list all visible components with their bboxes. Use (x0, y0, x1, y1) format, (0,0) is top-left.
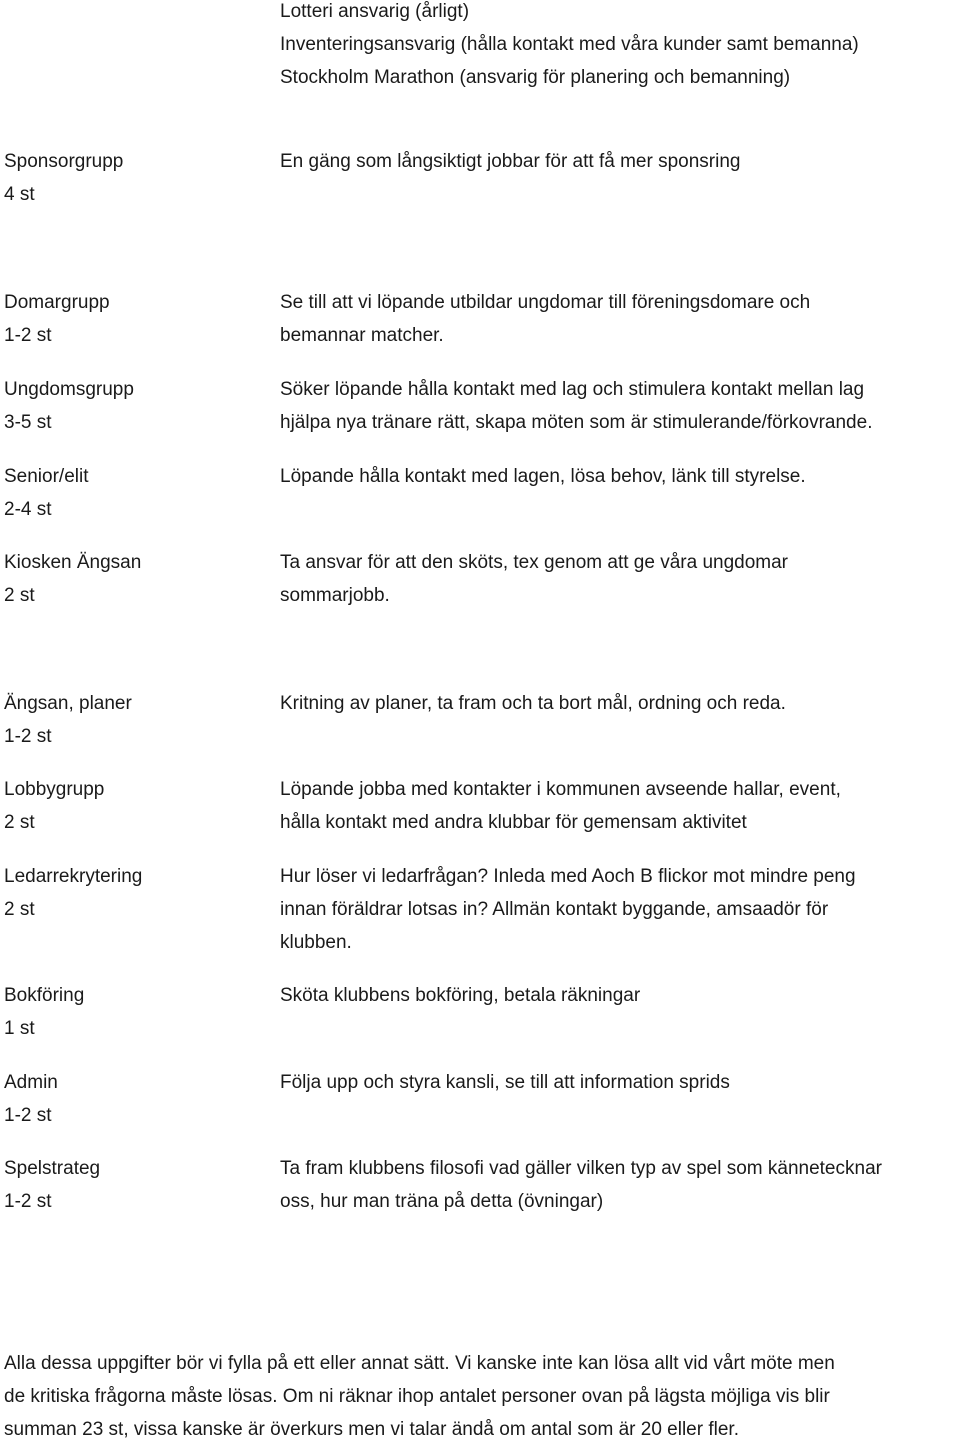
group-name: Lobbygrupp (4, 779, 105, 800)
group-label (4, 546, 264, 612)
summary-paragraph (4, 1347, 954, 1446)
group-label (4, 373, 264, 439)
group-name: Ungdomsgrupp (4, 379, 134, 400)
description-line: Ta ansvar för att den sköts, tex genom att ge våra ungdomar (280, 552, 788, 573)
group-name: Senior/elit (4, 466, 89, 487)
group-name: Sponsorgrupp (4, 151, 124, 172)
description-line: Kritning av planer, ta fram och ta bort mål, ordning och reda. (280, 693, 786, 714)
group-description (280, 860, 955, 959)
group-count: 1-2 st (4, 726, 52, 747)
intro-line: Lotteri ansvarig (årligt) (280, 1, 470, 22)
group-count: 2 st (4, 585, 35, 606)
description-line: Ta fram klubbens filosofi vad gäller vilken typ av spel som kännetecknar (280, 1158, 882, 1179)
description-line: Se till att vi löpande utbildar ungdomar till föreningsdomare och (280, 292, 811, 313)
group-description (280, 687, 955, 720)
group-label (4, 687, 264, 753)
group-name: Bokföring (4, 985, 85, 1006)
group-count: 1-2 st (4, 1105, 52, 1126)
group-name: Ängsan, planer (4, 693, 132, 714)
group-count: 2 st (4, 899, 35, 920)
group-count: 1-2 st (4, 1191, 52, 1212)
intro-list (280, 0, 955, 94)
group-label (4, 1152, 264, 1218)
group-description (280, 546, 955, 612)
description-line: innan föräldrar lotsas in? Allmän kontakt byggande, amsaadör för (280, 899, 829, 920)
group-description (280, 1152, 955, 1218)
group-description (280, 773, 955, 839)
group-label (4, 860, 264, 926)
group-name: Ledarrekrytering (4, 866, 143, 887)
group-description (280, 286, 955, 352)
group-description (280, 373, 955, 439)
group-label (4, 145, 264, 211)
description-line: Sköta klubbens bokföring, betala räkningar (280, 985, 641, 1006)
intro-line: Stockholm Marathon (ansvarig för planering och bemanning) (280, 67, 791, 88)
group-name: Kiosken Ängsan (4, 552, 142, 573)
group-count: 1-2 st (4, 325, 52, 346)
group-description (280, 979, 955, 1012)
group-label (4, 979, 264, 1045)
description-line: Söker löpande hålla kontakt med lag och stimulera kontakt mellan lag (280, 379, 865, 400)
group-name: Domargrupp (4, 292, 110, 313)
group-label (4, 460, 264, 526)
description-line: hålla kontakt med andra klubbar för gemensam aktivitet (280, 812, 747, 833)
description-line: Hur löser vi ledarfrågan? Inleda med Aoch B flickor mot mindre peng (280, 866, 856, 887)
group-name: Admin (4, 1072, 58, 1093)
description-line: Löpande hålla kontakt med lagen, lösa behov, länk till styrelse. (280, 466, 806, 487)
description-line: oss, hur man träna på detta (övningar) (280, 1191, 604, 1212)
group-count: 3-5 st (4, 412, 52, 433)
description-line: Följa upp och styra kansli, se till att information sprids (280, 1072, 730, 1093)
group-label (4, 1066, 264, 1132)
intro-line: Inventeringsansvarig (hålla kontakt med våra kunder samt bemanna) (280, 34, 859, 55)
group-label (4, 773, 264, 839)
group-description (280, 460, 955, 493)
group-description (280, 145, 955, 178)
description-line: En gäng som långsiktigt jobbar för att få mer sponsring (280, 151, 741, 172)
group-count: 2 st (4, 812, 35, 833)
description-line: sommarjobb. (280, 585, 390, 606)
description-line: klubben. (280, 932, 352, 953)
group-count: 4 st (4, 184, 35, 205)
group-label (4, 286, 264, 352)
description-line: hjälpa nya tränare rätt, skapa möten som är stimulerande/förkovrande. (280, 412, 873, 433)
summary-line: summan 23 st, vissa kanske är överkurs men vi talar ändå om antal som är 20 eller fler. (4, 1419, 739, 1440)
group-description (280, 1066, 955, 1099)
summary-line: Alla dessa uppgifter bör vi fylla på ett eller annat sätt. Vi kanske inte kan lösa allt vid vårt möte men (4, 1353, 835, 1374)
description-line: bemannar matcher. (280, 325, 444, 346)
group-count: 2-4 st (4, 499, 52, 520)
group-name: Spelstrateg (4, 1158, 101, 1179)
description-line: Löpande jobba med kontakter i kommunen avseende hallar, event, (280, 779, 841, 800)
summary-line: de kritiska frågorna måste lösas. Om ni räknar ihop antalet personer ovan på lägsta möjliga vis blir (4, 1386, 830, 1407)
group-count: 1 st (4, 1018, 35, 1039)
